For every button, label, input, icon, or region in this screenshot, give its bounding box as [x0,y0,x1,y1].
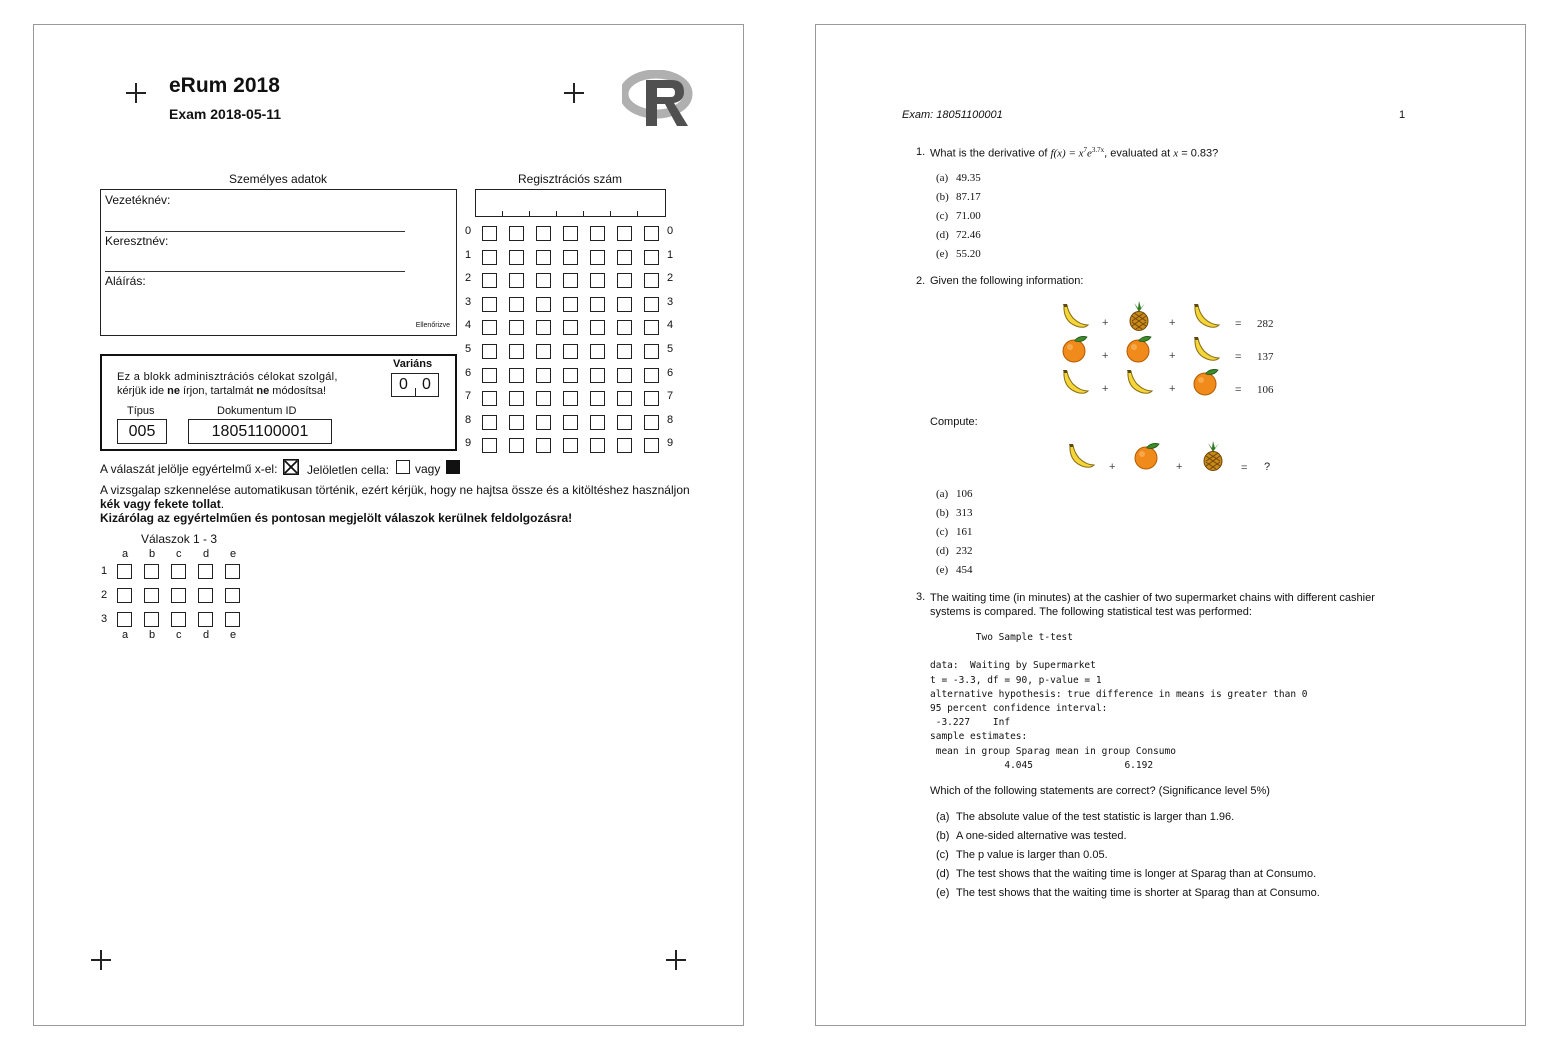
option-letter: (e) [936,248,949,260]
option-letter: (b) [936,191,949,203]
option-text: The test shows that the waiting time is longer at Sparag than at Consumo. [956,868,1317,880]
reg-digit-checkbox[interactable] [509,438,524,453]
unmarked-label: Jelöletlen cella: [307,463,390,477]
reg-digit-checkbox[interactable] [536,368,551,383]
code-line: sample estimates: [930,731,1028,743]
answer-row-label: 2 [101,589,108,601]
reg-digit-checkbox[interactable] [590,344,605,359]
answer-row-label: 3 [101,613,108,625]
option-text: 313 [956,507,973,519]
reg-digit-checkbox[interactable] [536,415,551,430]
reg-digit-checkbox[interactable] [509,226,524,241]
answer-option-b[interactable] [936,507,973,519]
answer-sheet-page [33,24,744,1026]
reg-digit-checkbox[interactable] [509,297,524,312]
reg-digit-checkbox[interactable] [644,438,659,453]
answer-option-c[interactable] [936,849,1108,861]
reg-digit-label-left: 1 [465,248,472,261]
registration-mark-top-left [126,83,146,103]
reg-digit-checkbox[interactable] [617,297,632,312]
option-letter: (a) [936,488,949,500]
admin-text: Ez a blokk adminisztrációs célokat szolgál, kérjük ide ne írjon, tartalmát ne módosítsa! [117,371,338,397]
reg-digit-checkbox[interactable] [482,438,497,453]
reg-digit-label-left: 5 [465,343,472,355]
reg-digit-checkbox[interactable] [617,273,632,288]
personal-data-box [100,189,457,336]
answer-option-a[interactable] [936,488,973,500]
answer-column-label-top: e [230,548,237,560]
reg-digit-checkbox[interactable] [563,226,578,241]
option-text: 49.35 [956,172,981,184]
reg-digit-checkbox[interactable] [590,273,605,288]
variant-label: Variáns [393,358,433,370]
answer-column-label-top: d [203,548,210,560]
reg-digit-checkbox[interactable] [482,273,497,288]
compute-label: Compute: [930,416,978,428]
code-line: -3.227 Inf [930,717,1011,729]
answer-option-b[interactable] [936,191,981,203]
answer-option-e[interactable] [936,248,981,260]
option-text: 106 [956,488,973,500]
reg-digit-checkbox[interactable] [482,344,497,359]
reg-digit-checkbox[interactable] [482,297,497,312]
reg-digit-label-right: 7 [667,390,674,403]
answer-option-a[interactable] [936,811,1234,823]
registration-mark-top-right [564,83,584,103]
option-letter: (b) [936,830,950,842]
answer-checkbox-1c[interactable] [171,564,186,579]
option-text: 87.17 [956,191,981,203]
plus-sign: + [1169,383,1176,395]
reg-digit-label-left: 0 [465,225,472,237]
reg-digit-checkbox[interactable] [563,415,578,430]
reg-digit-checkbox[interactable] [644,344,659,359]
option-text: A one-sided alternative was tested. [956,830,1127,842]
sheet-subtitle: Exam 2018-05-11 [169,106,282,122]
reg-digit-checkbox[interactable] [536,273,551,288]
question-2-text: Given the following information: [930,275,1084,287]
surname-line[interactable] [105,231,405,232]
reg-digit-checkbox[interactable] [563,273,578,288]
option-letter: (a) [936,172,949,184]
ttest-output [930,631,1308,773]
option-text: The test shows that the waiting time is shorter at Sparag than at Consumo. [956,887,1320,899]
reg-digit-checkbox[interactable] [482,250,497,265]
reg-digit-label-right: 8 [667,413,674,426]
option-letter: (c) [936,849,949,861]
reg-digit-checkbox[interactable] [482,368,497,383]
reg-digit-label-left: 6 [465,366,472,379]
scan-instructions: A vizsgalap szkennelése automatikusan történik, ezért kérjük, hogy ne hajtsa össze és a kitöltéshez használjon kék vagy fekete tollat. Kizárólag az egyértelműen és pontosan megjelölt válaszok kerülnek feldolgozásra! [100,483,690,525]
banana-icon [1066,441,1096,476]
reg-digit-checkbox[interactable] [536,438,551,453]
reg-digit-checkbox[interactable] [536,391,551,406]
answer-checkbox-1d[interactable] [198,564,213,579]
banana-icon [1060,367,1090,402]
reg-digit-label-right: 6 [667,366,674,379]
page-number: 1 [1399,109,1406,121]
answer-option-d[interactable] [936,545,973,557]
option-text: 454 [956,564,973,576]
signature-label: Aláírás: [105,274,146,288]
code-line: 95 percent confidence interval: [930,702,1108,714]
option-letter: (c) [936,526,949,538]
reg-digit-checkbox[interactable] [563,250,578,265]
registration-mark-bottom-right [666,950,686,970]
reg-digit-checkbox[interactable] [617,415,632,430]
answer-column-label-bottom: a [122,629,129,641]
reg-digit-checkbox[interactable] [536,226,551,241]
orange-icon [1124,334,1154,369]
reg-digit-checkbox[interactable] [482,391,497,406]
answer-column-label-bottom: c [176,629,182,641]
option-text: The p value is larger than 0.05. [956,849,1108,861]
option-text: 55.20 [956,248,981,260]
answer-checkbox-3b[interactable] [144,612,159,627]
reg-digit-checkbox[interactable] [563,438,578,453]
answer-checkbox-2b[interactable] [144,588,159,603]
reg-digit-checkbox[interactable] [644,273,659,288]
reg-digit-checkbox[interactable] [644,368,659,383]
option-letter: (b) [936,507,949,519]
answer-checkbox-1a[interactable] [117,564,132,579]
reg-digit-checkbox[interactable] [590,368,605,383]
option-letter: (e) [936,887,950,899]
mark-instruction: A válaszát jelölje egyértelmű x-el: [100,462,278,476]
reg-digit-checkbox[interactable] [509,415,524,430]
option-text: 232 [956,545,973,557]
reg-digit-label-right: 1 [667,248,674,261]
reg-digit-checkbox[interactable] [563,297,578,312]
or-label: vagy [415,462,441,476]
code-line [930,645,1308,659]
option-text: 71.00 [956,210,981,222]
checked-label: Ellenőrizve [415,322,450,329]
reg-digit-checkbox[interactable] [563,391,578,406]
pineapple-icon [1198,441,1228,476]
type-value: 005 [117,419,167,444]
reg-digit-checkbox[interactable] [509,368,524,383]
reg-digit-checkbox[interactable] [590,297,605,312]
orange-icon [1191,367,1221,402]
reg-digit-checkbox[interactable] [617,438,632,453]
reg-digit-checkbox[interactable] [509,391,524,406]
reg-digit-label-right: 4 [667,319,674,332]
answer-column-label-top: b [149,548,156,560]
reg-digit-label-left: 9 [465,437,472,450]
answer-checkbox-1e[interactable] [225,564,240,579]
option-letter: (d) [936,868,950,880]
answer-checkbox-2e[interactable] [225,588,240,603]
answer-checkbox-3c[interactable] [171,612,186,627]
option-text: 72.46 [956,229,981,241]
question-1-text: What is the derivative of $f(x) = x^7e^{3.7x}$, evaluated at x = 0.83? [930,146,1219,160]
reg-digit-checkbox[interactable] [617,250,632,265]
orange-icon [1132,441,1162,476]
reg-digit-checkbox[interactable] [536,297,551,312]
equals-sign: = [1235,318,1242,330]
code-line: 4.045 6.192 [930,759,1154,771]
reg-digit-checkbox[interactable] [563,368,578,383]
banana-icon [1060,301,1090,336]
reg-digit-checkbox[interactable] [509,320,524,335]
answer-option-d[interactable] [936,868,1316,880]
answer-option-c[interactable] [936,210,981,222]
question-3-prompt: Which of the following statements are correct? (Significance level 5%) [930,785,1270,797]
registration-label: Regisztrációs szám [518,172,623,186]
variant-box: 0 0 [391,373,439,397]
equals-sign: = [1235,384,1242,396]
answer-checkbox-1b[interactable] [144,564,159,579]
firstname-line[interactable] [105,271,405,272]
plus-sign: + [1102,383,1109,395]
code-line: data: Waiting by Supermarket [930,660,1096,672]
option-text: 161 [956,526,973,538]
equation-result: 282 [1257,318,1274,330]
reg-digit-checkbox[interactable] [644,250,659,265]
reg-digit-checkbox[interactable] [617,368,632,383]
option-letter: (e) [936,564,949,576]
reg-digit-checkbox[interactable] [590,438,605,453]
question-2-number: 2. [916,275,926,287]
reg-digit-label-right: 5 [667,343,674,355]
option-letter: (d) [936,545,949,557]
option-text: The absolute value of the test statistic is larger than 1.96. [956,811,1235,823]
reg-digit-checkbox[interactable] [617,344,632,359]
equals-sign: = [1241,462,1248,474]
reg-digit-checkbox[interactable] [509,344,524,359]
question-3-text: The waiting time (in minutes) at the cashier of two supermarket chains with different cashier systems is compared. The following statistical test was performed: [930,592,1375,618]
admin-block [100,354,457,451]
answer-option-c[interactable] [936,526,973,538]
banana-icon [1124,367,1154,402]
reg-digit-checkbox[interactable] [536,250,551,265]
equation-result: 137 [1257,351,1274,363]
reg-digit-checkbox[interactable] [590,320,605,335]
answers-label: Válaszok 1 - 3 [141,532,218,546]
option-letter: (d) [936,229,949,241]
code-line: t = -3.3, df = 90, p-value = 1 [930,674,1102,686]
docid-value: 18051100001 [188,419,332,444]
reg-digit-label-left: 7 [465,390,472,403]
answer-checkbox-3e[interactable] [225,612,240,627]
reg-digit-checkbox[interactable] [644,391,659,406]
reg-digit-checkbox[interactable] [617,320,632,335]
plus-sign: + [1102,350,1109,362]
banana-icon [1191,334,1221,369]
banana-icon [1191,301,1221,336]
questions-page [815,24,1526,1026]
answer-checkbox-3a[interactable] [117,612,132,627]
equation-result: 106 [1257,384,1274,396]
reg-digit-checkbox[interactable] [590,250,605,265]
answer-option-b[interactable] [936,830,1127,842]
reg-digit-checkbox[interactable] [644,320,659,335]
reg-digit-checkbox[interactable] [509,250,524,265]
answer-option-a[interactable] [936,172,981,184]
plus-sign: + [1176,461,1183,473]
surname-label: Vezetéknév: [105,193,171,207]
r-logo-icon [622,70,694,128]
answer-checkbox-2c[interactable] [171,588,186,603]
crossed-box-example-icon [283,459,299,475]
answer-option-e[interactable] [936,564,973,576]
answer-column-label-bottom: b [149,629,156,641]
answer-column-label-bottom: d [203,629,210,641]
reg-digit-checkbox[interactable] [590,415,605,430]
reg-digit-label-left: 3 [465,295,472,308]
code-line: mean in group Sparag mean in group Consumo [930,745,1176,757]
reg-digit-checkbox[interactable] [644,226,659,241]
plus-sign: + [1109,461,1116,473]
question-1-number: 1. [916,146,926,158]
reg-digit-checkbox[interactable] [482,415,497,430]
plus-sign: + [1169,350,1176,362]
code-line: Two Sample t-test [930,632,1073,643]
answer-column-label-bottom: e [230,629,237,641]
sheet-title: eRum 2018 [169,74,280,97]
reg-digit-checkbox[interactable] [536,320,551,335]
pineapple-icon [1124,301,1154,336]
type-label: Típus [127,405,155,417]
reg-digit-label-right: 2 [667,272,674,285]
plus-sign: + [1169,317,1176,329]
exam-header: Exam: 18051100001 [902,109,1003,121]
reg-digit-label-right: 9 [667,437,674,450]
reg-digit-checkbox[interactable] [644,415,659,430]
question-3-number: 3. [916,591,926,603]
reg-digit-checkbox[interactable] [482,226,497,241]
reg-digit-label-right: 3 [667,295,674,308]
reg-digit-label-left: 4 [465,319,472,332]
answer-row-label: 1 [101,565,108,577]
reg-digit-checkbox[interactable] [563,344,578,359]
registration-number-field[interactable] [475,189,666,217]
plus-sign: + [1102,317,1109,329]
answer-option-e[interactable] [936,887,1320,899]
equals-sign: = [1235,351,1242,363]
reg-digit-checkbox[interactable] [590,391,605,406]
code-line: alternative hypothesis: true difference in means is greater than 0 [930,688,1308,700]
personal-data-label: Személyes adatok [229,172,328,186]
reg-digit-checkbox[interactable] [482,320,497,335]
option-letter: (c) [936,210,949,222]
option-letter: (a) [936,811,950,823]
reg-digit-checkbox[interactable] [617,226,632,241]
reg-digit-checkbox[interactable] [536,344,551,359]
answer-column-label-top: c [176,548,182,560]
reg-digit-checkbox[interactable] [617,391,632,406]
reg-digit-label-right: 0 [667,225,674,237]
answer-checkbox-3d[interactable] [198,612,213,627]
reg-digit-checkbox[interactable] [644,297,659,312]
answer-checkbox-2a[interactable] [117,588,132,603]
reg-digit-label-left: 2 [465,272,472,285]
filled-box-example-icon [446,460,460,474]
answer-checkbox-2d[interactable] [198,588,213,603]
reg-digit-checkbox[interactable] [590,226,605,241]
reg-digit-label-left: 8 [465,413,472,426]
reg-digit-checkbox[interactable] [509,273,524,288]
unmarked-box-example-icon [396,460,410,474]
registration-mark-bottom-left [91,950,111,970]
answer-column-label-top: a [122,548,129,560]
reg-digit-checkbox[interactable] [563,320,578,335]
firstname-label: Keresztnév: [105,234,169,248]
answer-option-d[interactable] [936,229,981,241]
orange-icon [1060,334,1090,369]
docid-label: Dokumentum ID [217,405,297,417]
unknown-result: ? [1264,461,1271,473]
